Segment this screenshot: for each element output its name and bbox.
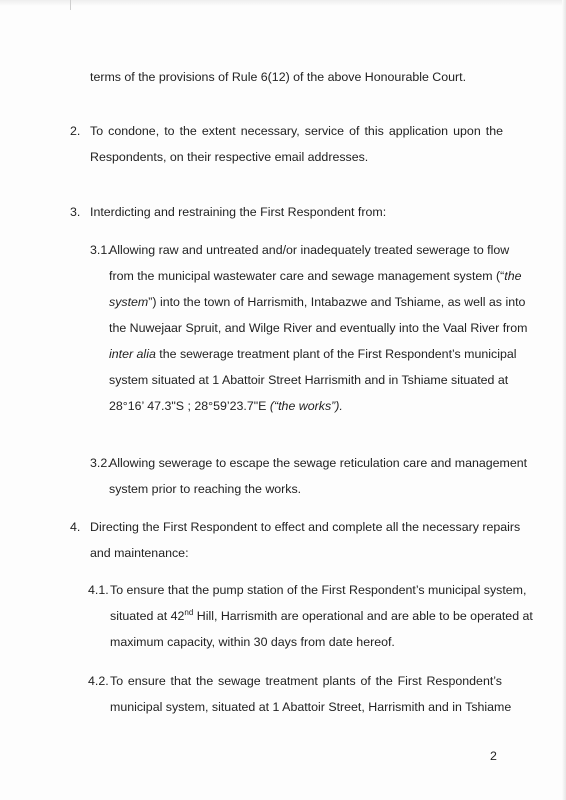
item-3-1-line-7: 28°16’ 47.3"S ; 28°59’23.7"E (“the works”). [109,399,343,413]
item-3-2-line-1: Allowing sewerage to escape the sewage reticulation care and management [109,456,528,470]
page-edge-shadow [562,0,566,800]
item-4-1-line-3: maximum capacity, within 30 days from date hereof. [110,635,395,649]
item-2-line-1: To condone, to the extent necessary, service of this application upon the [90,124,503,138]
item-2-number: 2. [70,124,81,138]
item-3-1-line-2: from the municipal wastewater care and sewage management system (“the [109,269,522,283]
item-4-2-number: 4.2. [88,674,109,688]
item-3-1-line-5: inter alia the sewerage treatment plant of the First Respondent’s municipal [109,347,517,361]
item-3-1-line-3: system”) into the town of Harrismith, Intabazwe and Tshiame, as well as into [109,295,526,309]
item-3-1-line-4: the Nuwejaar Spruit, and Wilge River and eventually into the Vaal River from [109,321,528,335]
item-3-2-number: 3.2. [90,456,111,470]
item-3-2-line-2: system prior to reaching the works. [109,482,302,496]
item-4-line-2: and maintenance: [90,546,189,560]
item-3-1-line-1: Allowing raw and untreated and/or inadequately treated sewerage to flow [109,243,510,257]
scan-edge [0,0,566,6]
item-4-1-number: 4.1. [88,583,109,597]
item-4-2-line-2: municipal system, situated at 1 Abattoir Street, Harrismith and in Tshiame [110,700,512,714]
item-3-number: 3. [70,205,81,219]
item-4-line-1: Directing the First Respondent to effect and complete all the necessary repairs [90,520,521,534]
page-number: 2 [490,749,497,763]
item-4-2-line-1: To ensure that the sewage treatment plants of the First Respondent’s [110,674,502,688]
continuation-text: terms of the provisions of Rule 6(12) of the above Honourable Court. [90,70,467,84]
item-3-1-line-6: system situated at 1 Abattoir Street Harrismith and in Tshiame situated at [109,373,509,387]
item-3-1-number: 3.1. [90,243,111,257]
item-4-number: 4. [70,520,81,534]
item-4-1-line-2: situated at 42nd Hill, Harrismith are operational and are able to be operated at [110,607,533,623]
item-4-1-line-1: To ensure that the pump station of the First Respondent’s municipal system, [110,583,527,597]
item-3-line-1: Interdicting and restraining the First Respondent from: [90,205,387,219]
scan-mark [70,0,71,10]
item-2-line-2: Respondents, on their respective email addresses. [90,150,369,164]
